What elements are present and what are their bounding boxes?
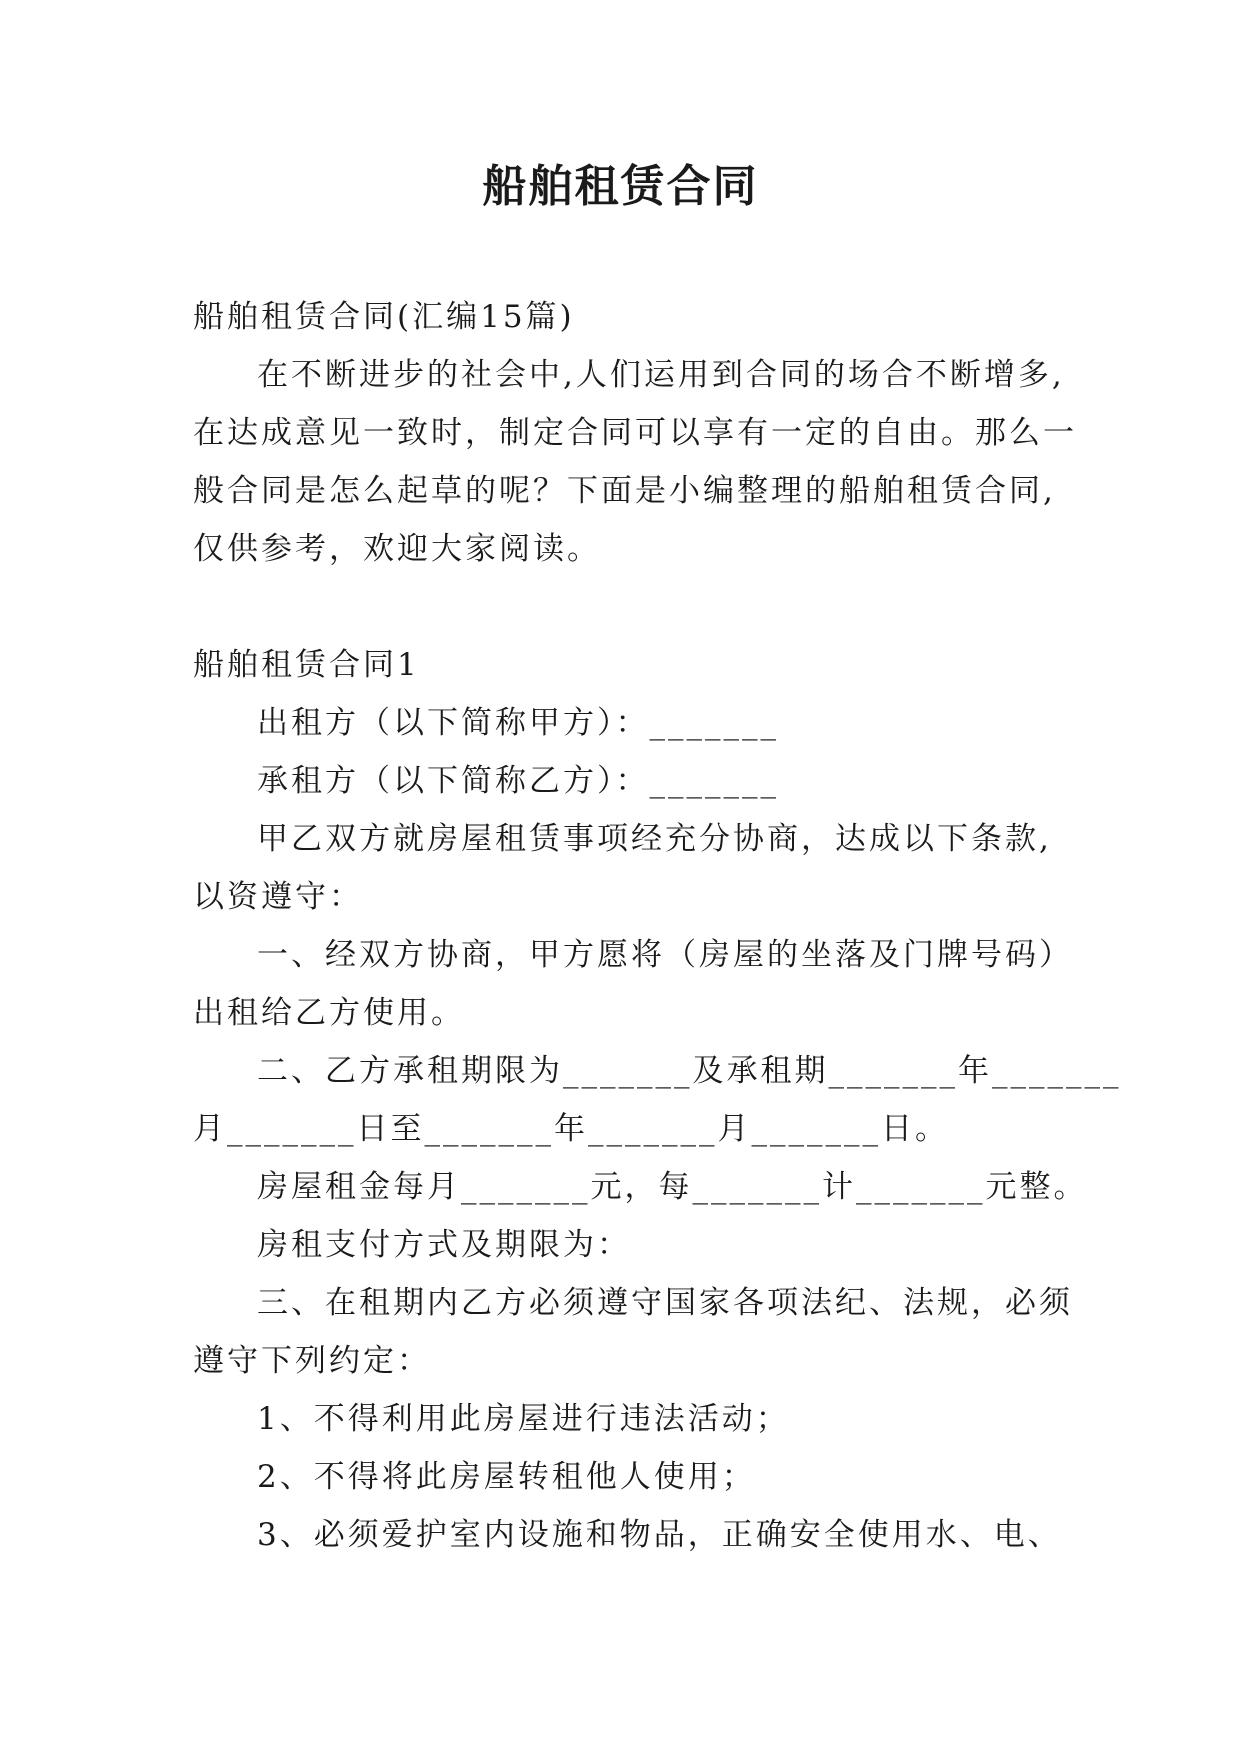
text-line: 承租方（以下简称乙方）：_______ — [257, 763, 779, 799]
text-line: 一、经双方协商，甲方愿将（房屋的坐落及门牌号码） — [257, 937, 1073, 973]
text-line: 1、不得利用此房屋进行违法活动； — [257, 1401, 790, 1437]
text-line: 仅供参考，欢迎大家阅读。 — [193, 531, 601, 567]
text-line: 船舶租赁合同(汇编15篇) — [193, 299, 575, 335]
text-line: 房租支付方式及期限为： — [257, 1227, 631, 1263]
text-line: 甲乙双方就房屋租赁事项经充分协商，达成以下条款, — [257, 821, 1052, 857]
text-line: 房屋租金每月_______元，每_______计_______元整。 — [257, 1169, 1088, 1205]
text-line: 3、必须爱护室内设施和物品，正确安全使用水、电、 — [257, 1517, 1062, 1553]
text-line: 2、不得将此房屋转租他人使用； — [257, 1459, 756, 1495]
text-line: 二、乙方承租期限为_______及承租期_______年_______ — [257, 1053, 1122, 1089]
text-line: 三、在租期内乙方必须遵守国家各项法纪、法规，必须 — [257, 1285, 1073, 1321]
paragraph-gap — [193, 578, 1073, 636]
text-line: 月_______日至_______年_______月_______日。 — [193, 1111, 949, 1147]
text-line: 出租给乙方使用。 — [193, 995, 465, 1031]
text-line: 在不断进步的社会中,人们运用到合同的场合不断增多, — [257, 357, 1065, 393]
text-line: 以资遵守： — [193, 879, 363, 915]
text-line: 船舶租赁合同1 — [193, 647, 420, 683]
document-title: 船舶租赁合同 — [482, 161, 759, 212]
text-line: 般合同是怎么起草的呢？下面是小编整理的船舶租赁合同, — [193, 473, 1056, 509]
text-line: 在达成意见一致时，制定合同可以享有一定的自由。那么一 — [193, 415, 1077, 451]
text-line: 遵守下列约定： — [193, 1343, 431, 1379]
text-line: 出租方（以下简称甲方）：_______ — [257, 705, 779, 741]
document-body — [193, 288, 1122, 1564]
